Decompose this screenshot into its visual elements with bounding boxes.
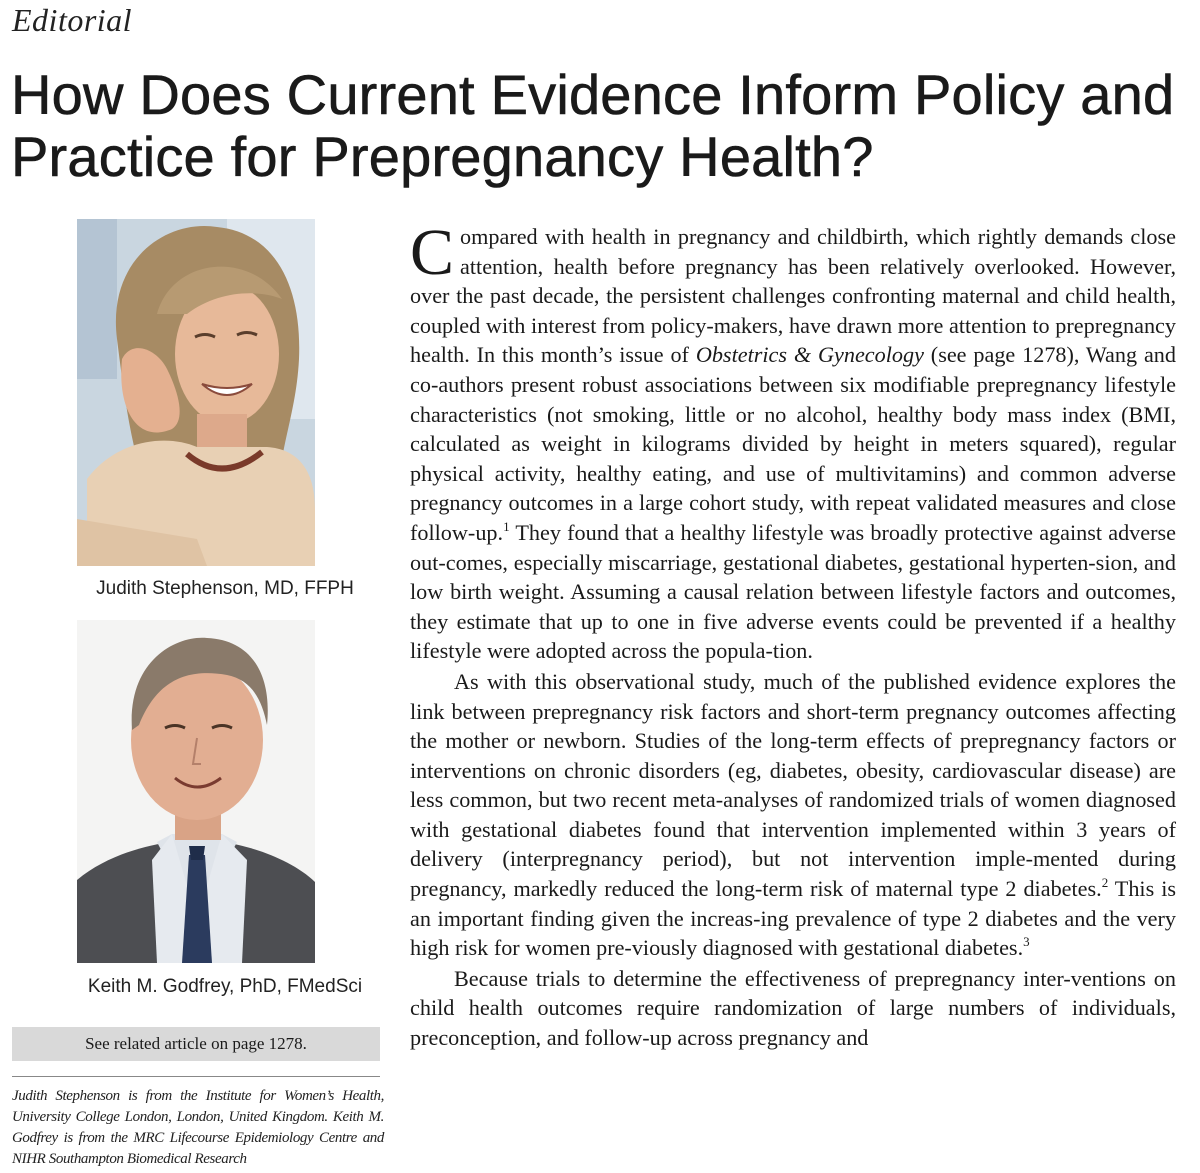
author-affiliations: Judith Stephenson is from the Institute for Women’s Health, University College London, London, United Kingdom. Keith M. Godfrey is from the MRC Lifecourse Epidemiology Centre and NIHR Southampton Biomedical Research (12, 1088, 384, 1167)
author-caption-stephenson: Judith Stephenson, MD, FFPH (96, 578, 354, 599)
journal-name: Obstetrics & Gynecology (695, 342, 924, 368)
divider (12, 1076, 380, 1077)
author-photo-stephenson (77, 219, 315, 566)
reference-marker: 2 (1101, 875, 1109, 891)
reference-marker: 3 (1023, 934, 1030, 950)
drop-cap: C (410, 216, 455, 289)
article-body (410, 216, 1176, 1053)
paragraph-text: (see page 1278), Wang and co-authors present robust associations between six modifiable prepregnancy lifestyle characteristics (not smoking, little or no alcohol, healthy body mass index (BMI, calculated as weight in kilograms divided by height in meters squared), regular physical activity, healthy eating, and use of multivitamins) and common adverse pregnancy outcomes in a large cohort study, with repeat validated measures and close follow-up. (410, 342, 1176, 545)
author-photo-godfrey (77, 620, 315, 963)
article-title: How Does Current Evidence Inform Policy and Practice for Prepregnancy Health? (11, 63, 1175, 188)
author-caption-godfrey: Keith M. Godfrey, PhD, FMedSci (87, 976, 363, 997)
paragraph-text: This is an important finding given the increas-ing prevalence of type 2 diabetes and the very high risk for women pre-viously diagnosed with gestational diabetes. (410, 876, 1176, 961)
section-label: Editorial (12, 2, 133, 38)
related-article-note: See related article on page 1278. (12, 1027, 380, 1061)
reference-marker: 1 (503, 518, 510, 534)
body-paragraph-3: Because trials to determine the effectiveness of prepregnancy inter-ventions on child health outcomes require randomization of large numbers of individuals, preconception, and follow-up across pregnancy and (410, 965, 1176, 1051)
paragraph-text: ompared with health in pregnancy and childbirth, which rightly demands close attention, health before pregnancy has been relatively overlooked. However, over the past decade, the persistent challenges confronting maternal and child health, coupled with interest from policy-makers, have drawn more attention to prepregnancy health. In this month’s issue of (410, 224, 1176, 368)
body-paragraph-1 (410, 216, 1176, 666)
body-paragraph-2 (410, 667, 1176, 963)
paragraph-text: They found that a healthy lifestyle was broadly protective against adverse out-comes, especially miscarriage, gestational diabetes, gestational hyperten-sion, and low birth weight. Assuming a causal relation between lifestyle factors and outcomes, they estimate that up to one in five adverse events could be prevented if a healthy lifestyle were adopted across the popula-tion. (410, 519, 1176, 664)
paragraph-text: As with this observational study, much of the published evidence explores the link between prepregnancy risk factors and short-term pregnancy outcomes affecting the mother or newborn. Studies of the long-term effects of prepregnancy factors or interventions on chronic disorders (eg, diabetes, obesity, cardiovascular disease) are less common, but two recent meta-analyses of randomized trials of women diagnosed with gestational diabetes found that intervention implemented within 3 years of delivery (interpregnancy period), but not intervention imple-mented during pregnancy, markedly reduced the long-term risk of maternal type 2 diabetes. (410, 668, 1176, 902)
